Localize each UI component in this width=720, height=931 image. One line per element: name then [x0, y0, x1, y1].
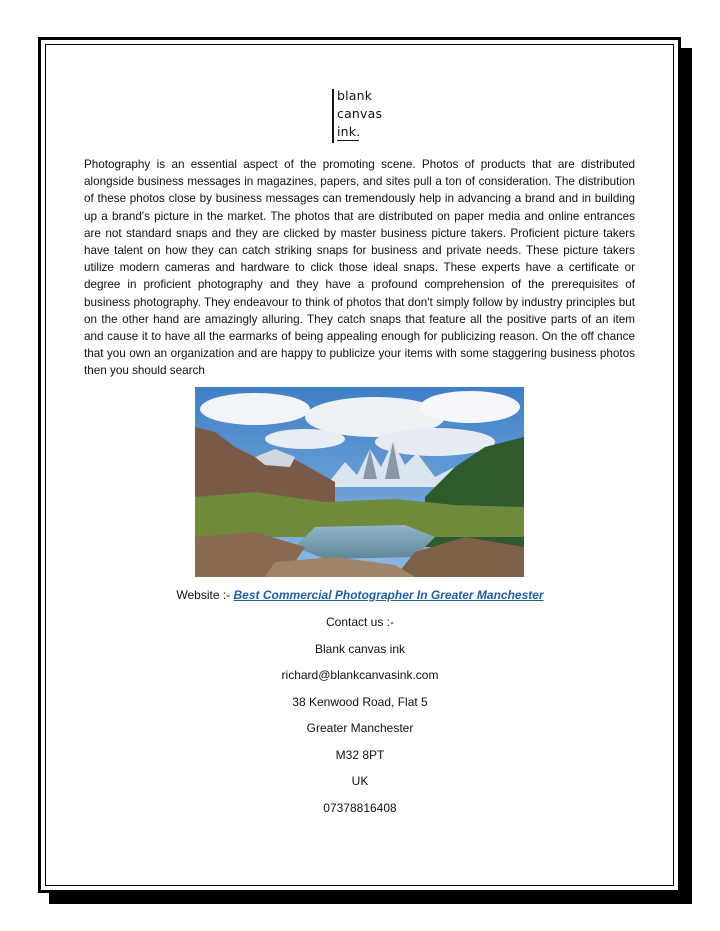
- contact-heading: Contact us :-: [325, 615, 395, 629]
- website-line: [0, 588, 720, 602]
- article-body-text: Photography is an essential aspect of the promoting scene. Photos of products that are distributed alongside business messages in magazines, papers, and sites pull a ton of consideration. The distribution of these photos close by business messages can tremendously help in advancing a brand and in building up a brand's picture in the market. The photos that are distributed on paper media and online entrances are not standard snaps and they are clicked by master business picture takers. Proficient picture takers have talent on how they can catch striking snaps for business and private needs. These picture takers utilize modern cameras and hardware to click those ideal snaps. These experts have a certificate or degree in proficient photography and they have a profound comprehension of the prerequisites of business photography. They endeavour to think of photos that don't simply follow by industry principles but on the other hand are amazingly alluring. They catch snaps that feature all the positive parts of an item and cause it to have all the earmarks of being appealing enough for publicizing reason. On the off chance that you own an organization and are happy to publicize your items with some staggering business photos then you should search: [84, 158, 635, 378]
- contact-email: richard@blankcanvasink.com: [281, 668, 439, 682]
- contact-address: 38 Kenwood Road, Flat 5: [292, 695, 428, 709]
- contact-phone: 07378816408: [323, 801, 397, 815]
- contact-country: UK: [351, 774, 369, 788]
- logo-word-3: ink.: [337, 124, 361, 139]
- landscape-photo: [195, 387, 524, 577]
- brand-logo: [332, 87, 392, 145]
- website-link[interactable]: Best Commercial Photographer In Greater Manchester: [233, 588, 544, 602]
- logo-bar: [332, 89, 334, 143]
- logo-word-2: canvas: [337, 106, 383, 121]
- contact-postcode: M32 8PT: [335, 748, 385, 762]
- logo-underline: [337, 140, 359, 141]
- cloud: [420, 391, 520, 423]
- contact-company: Blank canvas ink: [314, 642, 406, 656]
- logo-word-1: blank: [337, 88, 373, 103]
- cloud: [200, 393, 310, 425]
- cloud: [265, 429, 345, 449]
- contact-city: Greater Manchester: [306, 721, 414, 735]
- website-label: Website :-: [176, 588, 234, 602]
